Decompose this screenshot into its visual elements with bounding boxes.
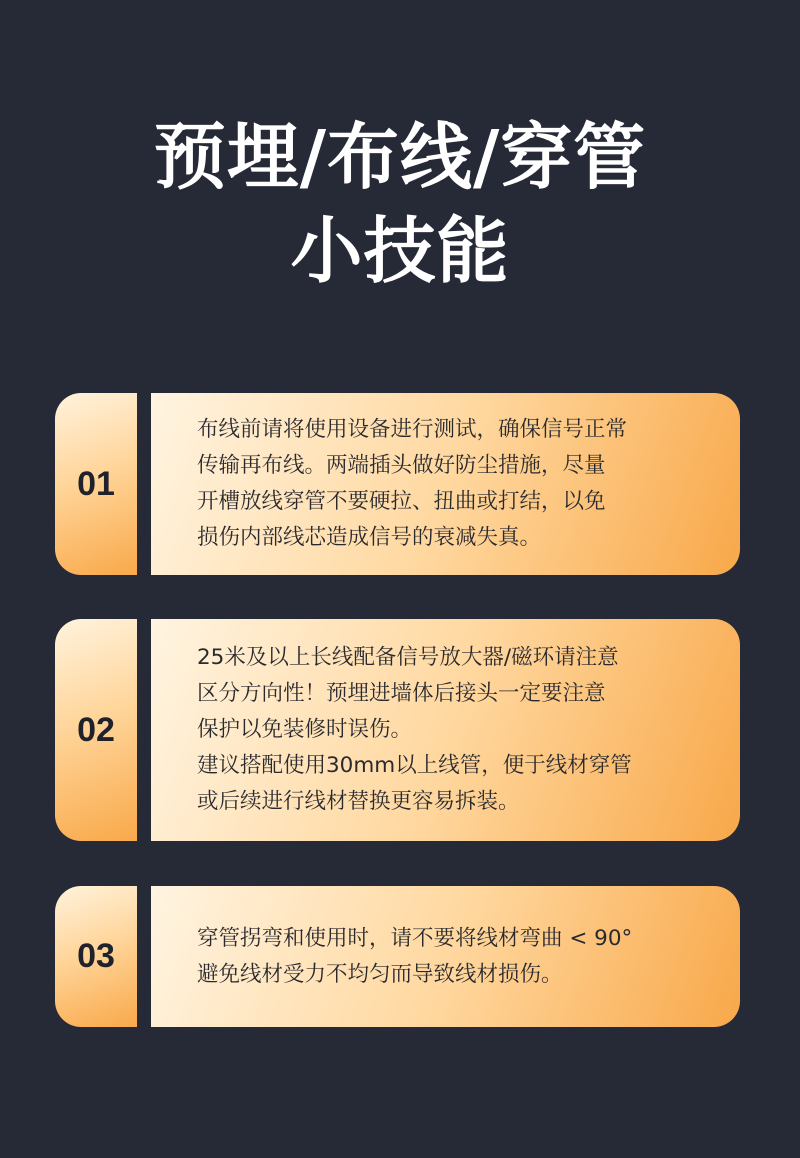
page-title: [0, 110, 800, 298]
tip-text-line: 布线前请将使用设备进行测试，确保信号正常: [197, 417, 628, 442]
tip-number-badge: [55, 619, 137, 841]
page-title-line-1: 预埋/布线/穿管: [153, 115, 647, 199]
page-title-line-2: 小技能: [290, 209, 510, 293]
tip-number-badge: [55, 393, 137, 575]
tip-text-panel: [151, 886, 740, 1027]
tip-text-line: 25米及以上长线配备信号放大器/磁环请注意: [197, 645, 619, 670]
tip-text-line: 建议搭配使用30mm以上线管，便于线材穿管: [197, 753, 632, 778]
tip-text-panel: [151, 393, 740, 575]
tip-text-line: 传输再布线。两端插头做好防尘措施，尽量: [197, 453, 606, 478]
tip-card-02: [55, 619, 740, 841]
tip-text-line: 穿管拐弯和使用时，请不要将线材弯曲 < 90°: [197, 925, 633, 951]
tip-number: 01: [77, 464, 115, 503]
tip-card-01: [55, 393, 740, 575]
tip-text-line: 区分方向性！预埋进墙体后接头一定要注意: [197, 681, 606, 706]
tip-text-line: 或后续进行线材替换更容易拆装。: [197, 789, 520, 814]
tip-text-line: 保护以免装修时误伤。: [197, 717, 413, 742]
tip-number: 03: [77, 937, 115, 975]
tip-text-line: 开槽放线穿管不要硬拉、扭曲或打结，以免: [197, 489, 606, 514]
tip-text-line: 损伤内部线芯造成信号的衰减失真。: [197, 525, 542, 550]
tip-card-03: [55, 886, 740, 1027]
tip-number: 02: [77, 710, 115, 749]
tip-number-badge: [55, 886, 137, 1027]
tip-text-panel: [151, 619, 740, 841]
tip-text-line: 避免线材受力不均匀而导致线材损伤。: [197, 961, 563, 987]
